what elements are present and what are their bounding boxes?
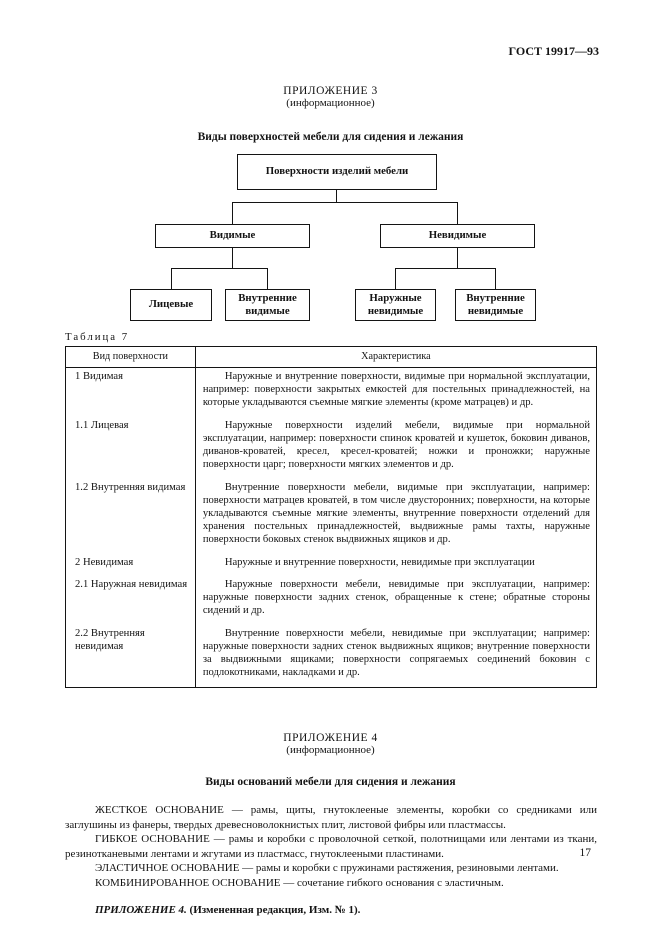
amendment-note-label: ПРИЛОЖЕНИЕ 4. [95,903,187,916]
table-row [66,576,597,625]
amendment-note [95,904,661,916]
connector-line [395,268,496,269]
paragraph-elastic-base: ЭЛАСТИЧНОЕ ОСНОВАНИЕ — рамы и коробки с пружинами растяжения, резиновыми лентами. [95,862,559,875]
appendix4-body [65,803,597,891]
connector-line [232,248,233,268]
cell-kind: 1 Видимая [66,368,196,417]
table-row [66,625,597,687]
table-header-row [66,347,597,368]
appendix3-subtitle: (информационное) [286,97,375,109]
connector-line [171,268,268,269]
appendix3-heading: Виды поверхностей мебели для сидения и лежания [197,131,464,143]
connector-line [232,202,458,203]
table-label: Таблица 7 [65,331,130,343]
cell-description: Наружные и внутренние поверхности, невидимые при эксплуатации [195,554,596,577]
connector-line [267,268,268,289]
cell-description: Наружные и внутренние поверхности, видимые при нормальной эксплуатации, например: поверхности закрытых емкостей для постельных принадлежностей, на которые укладываются съемные мягкие элементы (кроме матрацев) и др. [195,368,596,417]
diagram-root-box: Поверхности изделий мебели [237,154,437,190]
cell-description: Внутренние поверхности мебели, невидимые при эксплуатации; например: наружные поверхности задних стенок выдвижных ящиков; внутренние поверхности за выдвижными ящиками; поверхности сопрягаемых соединений боковин с подлокотниками, накладками и др. [195,625,596,687]
page-number: 17 [579,847,591,859]
diagram-box-inner-invisible: Внутренние невидимые [455,289,536,321]
table-row [66,417,597,479]
connector-line [395,268,396,289]
diagram-box-invisible: Невидимые [380,224,535,248]
connector-line [336,190,337,202]
amendment-note-text: (Измененная редакция, Изм. № 1). [189,903,361,916]
paragraph-combined-base: КОМБИНИРОВАННОЕ ОСНОВАНИЕ — сочетание гибкого основания с эластичным. [95,877,504,889]
appendix4-subtitle: (информационное) [286,743,375,756]
connector-line [457,248,458,268]
column-header-description: Характеристика [195,347,596,368]
cell-description: Наружные поверхности изделий мебели, видимые при нормальной эксплуатации, например: поверхности спинок кроватей и кушеток, боковин диванов, диванов-кроватей, кресел, кресел-кроватей; ножки и проножки; наружные поверхности царг; поверхности мягких элементов и др. [195,417,596,479]
appendix4-title: ПРИЛОЖЕНИЕ 4 [283,731,378,744]
connector-line [457,202,458,224]
paragraph-rigid-base: ЖЕСТКОЕ ОСНОВАНИЕ — рамы, щиты, гнутоклееные элементы, коробки со средниками или заглушины из фанеры, твердых древесноволокнистых плит, листовой фибры или пластмассы. [65,803,597,831]
cell-kind: 1.1 Лицевая [66,417,196,479]
appendix3-title: ПРИЛОЖЕНИЕ 3 [283,85,378,97]
table-row [66,368,597,417]
cell-kind: 2.1 Наружная невидимая [66,576,196,625]
connector-line [495,268,496,289]
diagram-box-inner-visible: Внутренние видимые [225,289,310,321]
surface-types-diagram [0,154,661,322]
cell-description: Внутренние поверхности мебели, видимые при эксплуатации, например: поверхности матрацев кроватей, в том числе двусторонних; поверхности, на которые укладываются съемные мягкие элементы, внутренние поверхности отделений для хранения постельных принадлежностей, выдвижные рамы тахты, наружные поверхности боковых стенок выдвижных ящиков и др. [195,479,596,554]
diagram-box-outer-invisible: Наружные невидимые [355,289,436,321]
cell-kind: 2 Невидимая [66,554,196,577]
diagram-box-front: Лицевые [130,289,212,321]
cell-kind: 1.2 Внутренняя видимая [66,479,196,554]
column-header-kind: Вид поверхности [66,347,196,368]
cell-description: Наружные поверхности мебели, невидимые при эксплуатации, например: наружные поверхности задних стенок, обращенные к стене; обратные стороны сидений и др. [195,576,596,625]
table-row [66,479,597,554]
connector-line [171,268,172,289]
diagram-box-visible: Видимые [155,224,310,248]
appendix4-heading: Виды оснований мебели для сидения и лежания [205,775,456,788]
connector-line [232,202,233,224]
surface-types-table [65,346,597,688]
cell-kind: 2.2 Внутренняя невидимая [66,625,196,687]
doc-number: ГОСТ 19917—93 [508,44,599,58]
table-row [66,554,597,577]
paragraph-flexible-base: ГИБКОЕ ОСНОВАНИЕ — рамы и коробки с проволочной сеткой, полотнищами или лентами из ткани, резинотканевыми лентами и жгутами из пластмасс, гнутоклееными пластинами. [65,833,597,860]
